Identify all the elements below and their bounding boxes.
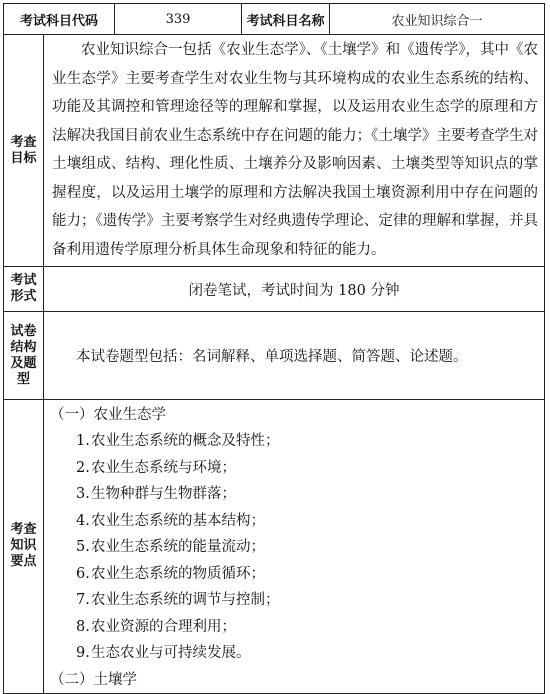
exam-syllabus-table	[3, 3, 545, 694]
subject-name-value: 农业知识综合一	[330, 4, 545, 35]
points-content	[44, 400, 545, 694]
ecology-topic-list	[44, 428, 544, 667]
list-item: 6.农业生态系统的物质循环；	[76, 565, 265, 582]
objectives-row	[4, 35, 545, 267]
list-item: 5.农业生态系统的能量流动；	[76, 539, 265, 555]
list-item: 3.生物种群与生物群落；	[76, 486, 236, 502]
list-item: 4.农业生态系统的基本结构；	[76, 512, 265, 529]
list-item: 8.农业资源的合理利用；	[76, 618, 236, 635]
points-row	[4, 400, 545, 694]
format-text: 闭卷笔试，考试时间为 180 分钟	[44, 267, 545, 312]
objectives-label: 考查 目标	[4, 35, 44, 267]
structure-text: 本试卷题型包括：名词解释、单项选择题、简答题、论述题。	[44, 312, 545, 400]
structure-label: 试卷 结构 及题 型	[4, 312, 44, 400]
section-heading-ecology: （一）农业生态学	[50, 407, 166, 423]
list-item: 2.农业生态系统与环境；	[76, 459, 236, 476]
subject-code-value: 339	[115, 4, 242, 35]
structure-row	[4, 312, 545, 400]
points-label: 考查 知识 要点	[4, 400, 44, 694]
list-item: 1.农业生态系统的概念及特性；	[76, 433, 280, 449]
list-item: 7.农业生态系统的调节与控制；	[76, 592, 280, 608]
objectives-text: 农业知识综合一包括《农业生态学》、《土壤学》和《遗传学》，其中《农业生态学》主要考查学生对农业生物与其环境构成的农业生态系统的结构、功能及其调控和管理途径等的理解和掌握，以及运用农业生态学的原理和方法解决我国目前农业生态系统中存在问题的能力；《土壤学》主要考查学生对土壤组成、结构、理化性质、土壤养分及影响因素、土壤类型等知识点的掌握程度，以及运用土壤学的原理和方法解决我国土壤资源利用中存在问题的能力；《遗传学》主要考察学生对经典遗传学理论、定律的理解和掌握，并具备利用遗传学原理分析具体生命现象和特征的能力。	[44, 35, 545, 267]
subject-name-label: 考试科目名称	[242, 4, 330, 35]
header-row	[4, 4, 545, 35]
subject-code-label: 考试科目代码	[4, 4, 115, 35]
list-item: 9.生态农业与可持续发展。	[76, 645, 251, 661]
format-label: 考试 形式	[4, 267, 44, 312]
format-row	[4, 267, 545, 312]
section-heading-soil: （二）土壤学	[50, 671, 137, 688]
